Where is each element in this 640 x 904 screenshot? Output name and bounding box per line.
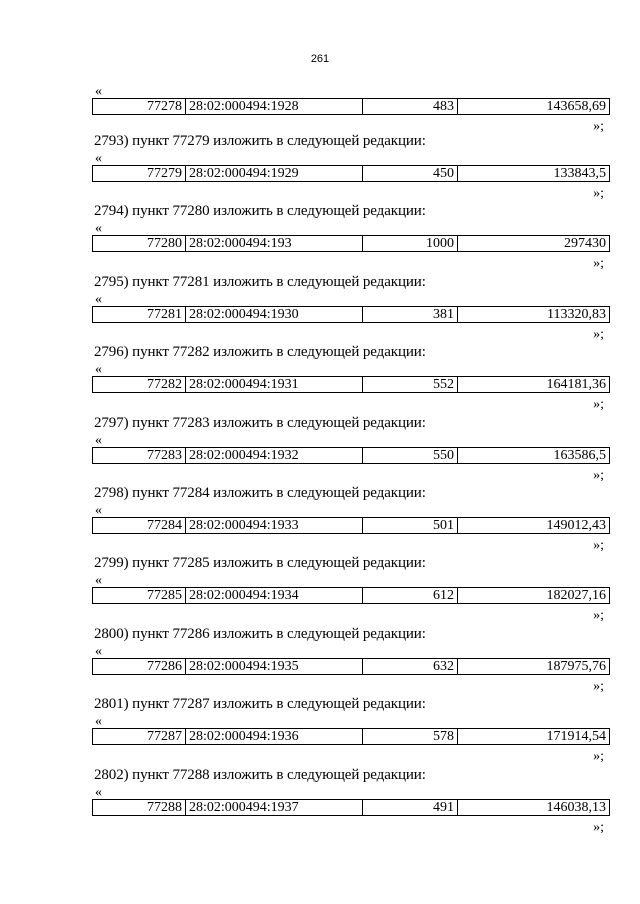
- amendment-block: [92, 273, 610, 350]
- item-number-cell: 77284: [93, 517, 186, 533]
- value-cell: 133843,5: [458, 166, 610, 182]
- value-cell: 146038,13: [458, 799, 610, 815]
- close-quote: »;: [593, 186, 604, 201]
- close-quote: »;: [593, 119, 604, 134]
- amendment-block: [92, 696, 610, 772]
- close-quote: »;: [593, 749, 604, 765]
- value-cell: 113320,83: [458, 306, 610, 322]
- value-cell: 297430: [458, 236, 610, 252]
- instruction-text: 2802) пункт 77288 изложить в следующей редакции:: [94, 766, 426, 783]
- open-quote: «: [95, 714, 102, 730]
- open-quote: «: [95, 362, 102, 378]
- close-quote: »;: [593, 467, 604, 483]
- item-number-cell: 77280: [93, 236, 186, 252]
- item-number-cell: 77283: [93, 447, 186, 463]
- close-quote: »;: [593, 678, 604, 694]
- open-quote: «: [95, 573, 102, 589]
- close-quote: »;: [593, 608, 604, 624]
- cadastral-number-cell: 28:02:000494:1931: [186, 377, 363, 393]
- cadastral-number-cell: 28:02:000494:1930: [186, 306, 363, 322]
- close-quote: »;: [593, 326, 604, 342]
- cadastral-number-cell: 28:02:000494:1928: [186, 99, 363, 115]
- table-row: [92, 587, 610, 604]
- item-number-cell: 77285: [93, 588, 186, 604]
- cadastral-number-cell: 28:02:000494:193: [186, 236, 363, 252]
- table-row: [92, 728, 610, 745]
- value-cell: 171914,54: [458, 729, 610, 745]
- area-cell: 578: [363, 729, 458, 745]
- cadastral-number-cell: 28:02:000494:1934: [186, 588, 363, 604]
- item-number-cell: 77278: [93, 99, 186, 115]
- value-cell: 143658,69: [458, 99, 610, 115]
- amendment-block: [92, 414, 610, 491]
- instruction-text: 2799) пункт 77285 изложить в следующей редакции:: [94, 555, 426, 572]
- close-quote: »;: [593, 397, 604, 413]
- open-quote: «: [95, 84, 102, 99]
- area-cell: 501: [363, 517, 458, 533]
- area-cell: 552: [363, 377, 458, 393]
- table-row: [92, 799, 610, 816]
- table-row: [92, 517, 610, 534]
- value-cell: 164181,36: [458, 377, 610, 393]
- amendment-block: [92, 766, 610, 843]
- item-number-cell: 77287: [93, 729, 186, 745]
- amendment-block: [92, 203, 610, 279]
- item-number-cell: 77282: [93, 377, 186, 393]
- area-cell: 381: [363, 306, 458, 322]
- cadastral-number-cell: 28:02:000494:1929: [186, 166, 363, 182]
- table-row: [92, 658, 610, 675]
- close-quote: »;: [593, 537, 604, 553]
- amendment-block: [92, 555, 610, 631]
- cadastral-number-cell: 28:02:000494:1932: [186, 447, 363, 463]
- amendment-block: [92, 83, 610, 139]
- open-quote: «: [95, 643, 102, 659]
- area-cell: 483: [363, 99, 458, 115]
- area-cell: 632: [363, 658, 458, 674]
- page-number: 261: [310, 53, 330, 65]
- open-quote: «: [95, 502, 102, 518]
- close-quote: »;: [593, 819, 604, 835]
- amendment-block: [92, 344, 610, 420]
- open-quote: «: [95, 432, 102, 448]
- open-quote: «: [95, 221, 102, 237]
- cadastral-number-cell: 28:02:000494:1933: [186, 517, 363, 533]
- instruction-text: 2796) пункт 77282 изложить в следующей редакции:: [94, 344, 426, 361]
- value-cell: 182027,16: [458, 588, 610, 604]
- close-quote: »;: [593, 256, 604, 272]
- table-row: [92, 306, 610, 323]
- amendment-block: [92, 133, 610, 209]
- document-body: [92, 83, 610, 843]
- table-row: [92, 165, 610, 182]
- value-cell: 163586,5: [458, 447, 610, 463]
- table-row: [92, 447, 610, 464]
- value-cell: 187975,76: [458, 658, 610, 674]
- open-quote: «: [95, 151, 102, 166]
- instruction-text: 2800) пункт 77286 изложить в следующей редакции:: [94, 625, 426, 642]
- area-cell: 1000: [363, 236, 458, 252]
- instruction-text: 2797) пункт 77283 изложить в следующей редакции:: [94, 414, 426, 431]
- instruction-text: 2794) пункт 77280 изложить в следующей редакции:: [94, 203, 426, 220]
- area-cell: 491: [363, 799, 458, 815]
- area-cell: 550: [363, 447, 458, 463]
- instruction-text: 2798) пункт 77284 изложить в следующей редакции:: [94, 484, 426, 501]
- item-number-cell: 77286: [93, 658, 186, 674]
- item-number-cell: 77281: [93, 306, 186, 322]
- cadastral-number-cell: 28:02:000494:1936: [186, 729, 363, 745]
- table-row: [92, 376, 610, 393]
- cadastral-number-cell: 28:02:000494:1935: [186, 658, 363, 674]
- value-cell: 149012,43: [458, 517, 610, 533]
- item-number-cell: 77279: [93, 166, 186, 182]
- amendment-block: [92, 625, 610, 702]
- instruction-text: 2793) пункт 77279 изложить в следующей редакции:: [94, 133, 426, 149]
- area-cell: 450: [363, 166, 458, 182]
- open-quote: «: [95, 784, 102, 800]
- amendment-block: [92, 484, 610, 561]
- item-number-cell: 77288: [93, 799, 186, 815]
- cadastral-number-cell: 28:02:000494:1937: [186, 799, 363, 815]
- open-quote: «: [95, 291, 102, 307]
- instruction-text: 2801) пункт 77287 изложить в следующей редакции:: [94, 696, 426, 713]
- instruction-text: 2795) пункт 77281 изложить в следующей редакции:: [94, 273, 426, 290]
- area-cell: 612: [363, 588, 458, 604]
- table-row: [92, 235, 610, 252]
- table-row: [92, 98, 610, 115]
